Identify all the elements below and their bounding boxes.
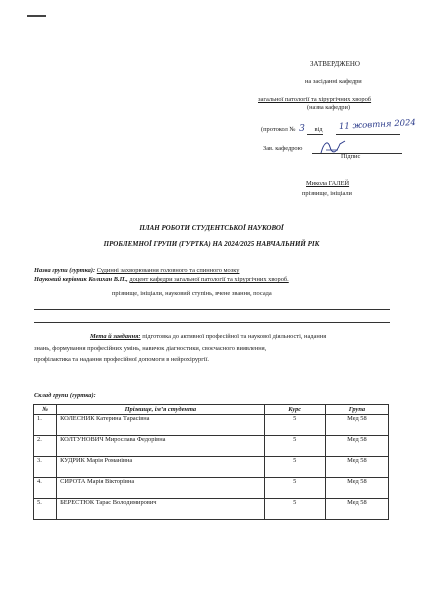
student-group: Мед 58 (325, 415, 388, 436)
protocol-number: 3 (299, 124, 305, 134)
group-name-line (34, 267, 239, 275)
table-header-row (34, 405, 389, 415)
supervisor-line (34, 276, 289, 284)
row-number: 4. (34, 478, 57, 499)
protocol-prefix: (протокол № (261, 126, 296, 133)
blank-line-1 (34, 309, 390, 310)
row-number: 2. (34, 436, 57, 457)
approval-meeting: на засіданні кафедри (305, 78, 362, 85)
composition-label: Склад групи (гуртка): (34, 392, 96, 399)
student-course: 5 (264, 478, 325, 499)
student-course: 5 (264, 457, 325, 478)
goal-text-1: підготовка до активної професійної та наукової діяльності, надання (142, 333, 327, 340)
supervisor-label: Науковий керівник Колихан В.П., (34, 276, 128, 283)
student-name: КОЛТУНОВИЧ Мирослава Федорівна (57, 436, 265, 457)
col-name-header: Прізвище, ім’я студента (57, 405, 265, 415)
protocol-date-line (336, 134, 400, 135)
row-number: 1. (34, 415, 57, 436)
student-name: БЕРЕСТЮК Тарас Володимирович (57, 499, 265, 520)
supervisor-value: доцент кафедри загальної патології та хірургічних хвороб. (129, 276, 289, 283)
department-caption: (назва кафедри) (307, 104, 351, 111)
row-number: 5. (34, 499, 57, 520)
student-group: Мед 58 (325, 436, 388, 457)
student-group: Мед 58 (325, 457, 388, 478)
students-table (33, 404, 389, 520)
protocol-number-line (307, 134, 323, 135)
table-row (34, 436, 389, 457)
student-course: 5 (264, 415, 325, 436)
student-group: Мед 58 (325, 478, 388, 499)
plan-title-line2: ПРОБЛЕМНОЇ ГРУПИ (ГУРТКА) НА 2024/2025 НАВЧАЛЬНИЙ РІК (103, 240, 320, 248)
row-number: 3. (34, 457, 57, 478)
col-number-header: № (34, 405, 57, 415)
plan-title-line1: ПЛАН РОБОТИ СТУДЕНТСЬКОЇ НАУКОВОЇ (139, 224, 284, 232)
student-course: 5 (264, 499, 325, 520)
protocol-line (261, 125, 323, 134)
col-course-header: Курс (264, 405, 325, 415)
protocol-date-handwritten: 11 жовтня 2024 (338, 117, 417, 133)
student-group: Мед 58 (325, 499, 388, 520)
table-row (34, 457, 389, 478)
signature-caption: Підпис (341, 153, 361, 160)
head-label: Зав. кафедрою (263, 145, 303, 152)
goal-text-3: профілактика та надання професійної допомоги в нейрохірургії. (34, 356, 210, 363)
goal-text-2: знань, формування професійних умінь, навичок діагностики, своєчасного виявлення, (34, 345, 267, 352)
table-row (34, 499, 389, 520)
table-row (34, 415, 389, 436)
supervisor-caption: прізвище, ініціали, науковий ступінь, вчене звання, посада (112, 290, 272, 297)
name-caption: прізвище, ініціали (302, 190, 352, 197)
student-course: 5 (264, 436, 325, 457)
goal-label: Мета й завдання: (90, 333, 141, 340)
head-name: Микола ГАЛЕЙ (306, 180, 350, 187)
protocol-from: від (314, 126, 323, 133)
blank-line-2 (34, 322, 390, 323)
table-row (34, 478, 389, 499)
student-name: СИРОТА Марія Вікторівна (57, 478, 265, 499)
approval-title: ЗАТВЕРДЖЕНО (310, 60, 360, 68)
group-name-label: Назва групи (гуртка): (34, 267, 96, 274)
approval-department: загальної патології та хірургічних хвороб (258, 96, 372, 103)
col-group-header: Група (325, 405, 388, 415)
student-name: КУДРИК Марія Романівна (57, 457, 265, 478)
goal-line1 (90, 333, 326, 341)
scan-mark (27, 15, 46, 17)
group-name-value: Судинні захворювання головного та спинного мозку (96, 267, 240, 274)
student-name: КОЛЕСНИК Катерина Тарасівна (57, 415, 265, 436)
